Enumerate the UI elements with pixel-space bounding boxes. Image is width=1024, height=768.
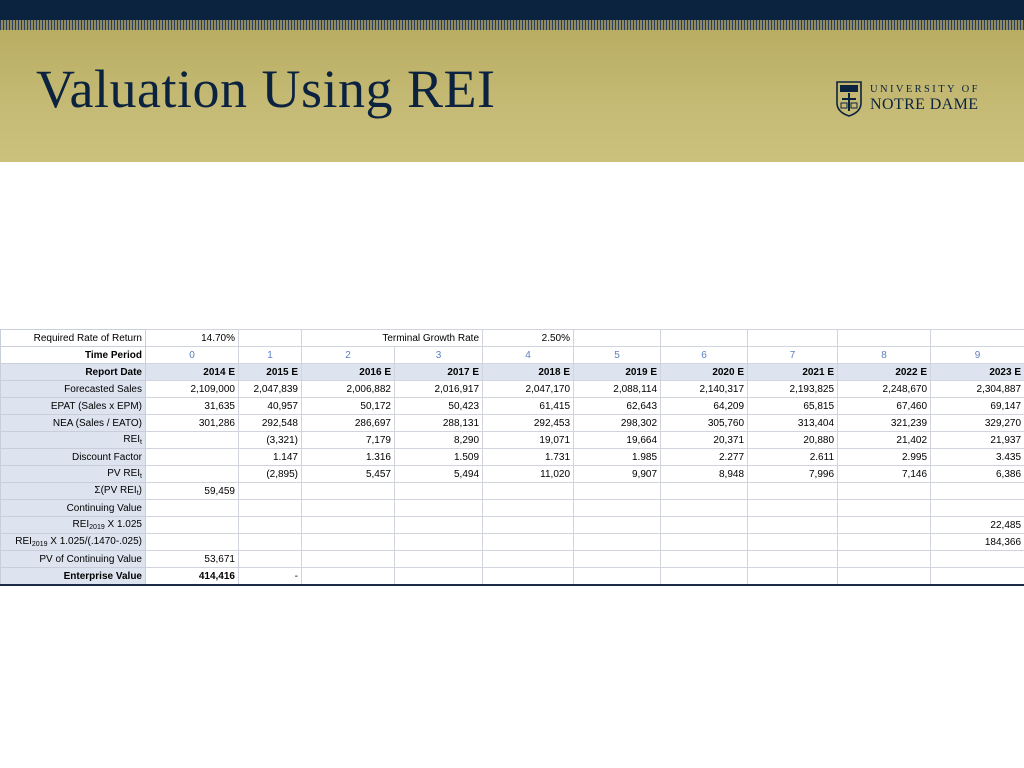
period-cell: 3 xyxy=(395,347,483,364)
year-cell: 2016 E xyxy=(302,364,395,381)
required-rate-value: 14.70% xyxy=(146,330,239,347)
epat-cell: 62,643 xyxy=(574,398,661,415)
nea-label: NEA (Sales / EATO) xyxy=(1,415,146,432)
terminal-growth-value: 2.50% xyxy=(483,330,574,347)
terminal-growth-label: Terminal Growth Rate xyxy=(302,330,483,347)
forecasted-sales-cell: 2,047,170 xyxy=(483,381,574,398)
epat-cell: 64,209 xyxy=(661,398,748,415)
rei-cell: 21,402 xyxy=(838,432,931,449)
forecasted-sales-cell: 2,248,670 xyxy=(838,381,931,398)
discount-factor-cell: 2.277 xyxy=(661,449,748,466)
pv-rei-cell: 8,948 xyxy=(661,466,748,483)
pv-rei-label: PV $REI_t$ xyxy=(1,466,146,483)
required-rate-label: Required Rate of Return xyxy=(1,330,146,347)
enterprise-value-label: Enterprise Value xyxy=(1,568,146,586)
table-row-rei xyxy=(1,432,1024,449)
table-row-pv-rei xyxy=(1,466,1024,483)
forecasted-sales-cell: 2,047,839 xyxy=(239,381,302,398)
period-cell: 2 xyxy=(302,347,395,364)
rei-cell: (3,321) xyxy=(239,432,302,449)
report-date-label: Report Date xyxy=(1,364,146,381)
year-cell: 2017 E xyxy=(395,364,483,381)
table-row-rei2019-divided xyxy=(1,534,1024,551)
table-row-discount-factor xyxy=(1,449,1024,466)
slide-title: Valuation Using REI xyxy=(36,59,496,119)
rei-cell: 20,880 xyxy=(748,432,838,449)
pv-continuing-value: 53,671 xyxy=(146,551,239,568)
nea-cell: 286,697 xyxy=(302,415,395,432)
rei2019-divided-value: 184,366 xyxy=(931,534,1024,551)
period-cell: 6 xyxy=(661,347,748,364)
enterprise-value-dash: - xyxy=(239,568,302,586)
epat-cell: 65,815 xyxy=(748,398,838,415)
rei-cell xyxy=(146,432,239,449)
pv-rei-cell: 5,457 xyxy=(302,466,395,483)
epat-label: EPAT (Sales x EPM) xyxy=(1,398,146,415)
continuing-value-label: Continuing Value xyxy=(1,500,146,517)
table-row-time-period xyxy=(1,347,1024,364)
period-cell: 1 xyxy=(239,347,302,364)
year-cell: 2018 E xyxy=(483,364,574,381)
table-row-continuing-value xyxy=(1,500,1024,517)
epat-cell: 61,415 xyxy=(483,398,574,415)
epat-cell: 31,635 xyxy=(146,398,239,415)
discount-factor-cell: 3.435 xyxy=(931,449,1024,466)
discount-factor-cell: 1.985 xyxy=(574,449,661,466)
pv-rei-cell: 5,494 xyxy=(395,466,483,483)
logo-text-line1: UNIVERSITY OF xyxy=(870,83,980,95)
pv-rei-cell: (2,895) xyxy=(239,466,302,483)
epat-cell: 40,957 xyxy=(239,398,302,415)
pv-continuing-value-label: PV of Continuing Value xyxy=(1,551,146,568)
year-cell: 2023 E xyxy=(931,364,1024,381)
rei-cell: 8,290 xyxy=(395,432,483,449)
valuation-table xyxy=(0,329,1024,586)
forecasted-sales-cell: 2,088,114 xyxy=(574,381,661,398)
epat-cell: 50,172 xyxy=(302,398,395,415)
forecasted-sales-cell: 2,193,825 xyxy=(748,381,838,398)
nea-cell: 288,131 xyxy=(395,415,483,432)
epat-cell: 50,423 xyxy=(395,398,483,415)
discount-factor-cell: 2.611 xyxy=(748,449,838,466)
table-row-pv-continuing-value xyxy=(1,551,1024,568)
nea-cell: 305,760 xyxy=(661,415,748,432)
top-navy-bar xyxy=(0,0,1024,20)
discount-factor-cell: 1.147 xyxy=(239,449,302,466)
rei2019-value: 22,485 xyxy=(931,517,1024,534)
table-row-enterprise-value xyxy=(1,568,1024,586)
year-cell: 2019 E xyxy=(574,364,661,381)
rei-cell: 7,179 xyxy=(302,432,395,449)
table-row-epat xyxy=(1,398,1024,415)
nea-cell: 329,270 xyxy=(931,415,1024,432)
nea-cell: 301,286 xyxy=(146,415,239,432)
epat-cell: 69,147 xyxy=(931,398,1024,415)
period-cell: 8 xyxy=(838,347,931,364)
forecasted-sales-cell: 2,140,317 xyxy=(661,381,748,398)
table-row-report-date xyxy=(1,364,1024,381)
discount-factor-label: Discount Factor xyxy=(1,449,146,466)
forecasted-sales-cell: 2,016,917 xyxy=(395,381,483,398)
nea-cell: 292,453 xyxy=(483,415,574,432)
rei-cell: 19,664 xyxy=(574,432,661,449)
discount-factor-cell: 2.995 xyxy=(838,449,931,466)
discount-factor-cell: 1.316 xyxy=(302,449,395,466)
nea-cell: 321,239 xyxy=(838,415,931,432)
pv-rei-cell: 11,020 xyxy=(483,466,574,483)
pinstripe-band xyxy=(0,20,1024,30)
logo-text-line2: NOTRE DAME xyxy=(870,96,979,114)
rei-cell: 20,371 xyxy=(661,432,748,449)
period-cell: 0 xyxy=(146,347,239,364)
period-cell: 9 xyxy=(931,347,1024,364)
pv-rei-cell xyxy=(146,466,239,483)
university-seal-icon xyxy=(836,81,862,117)
year-cell: 2015 E xyxy=(239,364,302,381)
notre-dame-logo xyxy=(836,80,980,118)
rei-cell: 19,071 xyxy=(483,432,574,449)
year-cell: 2014 E xyxy=(146,364,239,381)
year-cell: 2020 E xyxy=(661,364,748,381)
pv-rei-cell: 9,907 xyxy=(574,466,661,483)
forecasted-sales-label: Forecasted Sales xyxy=(1,381,146,398)
discount-factor-cell: 1.509 xyxy=(395,449,483,466)
period-cell: 5 xyxy=(574,347,661,364)
table-row-forecasted-sales xyxy=(1,381,1024,398)
table-row-sum-pv-rei xyxy=(1,483,1024,500)
rei2019-divided-label: $REI_{2019}$ X 1.025/(.1470-.025) xyxy=(1,534,146,551)
forecasted-sales-cell: 2,006,882 xyxy=(302,381,395,398)
period-cell: 7 xyxy=(748,347,838,364)
pv-rei-cell: 7,146 xyxy=(838,466,931,483)
sum-pv-rei-value: 59,459 xyxy=(146,483,239,500)
rei-cell: 21,937 xyxy=(931,432,1024,449)
forecasted-sales-cell: 2,109,000 xyxy=(146,381,239,398)
table-row-nea xyxy=(1,415,1024,432)
discount-factor-cell: 1.731 xyxy=(483,449,574,466)
pv-rei-cell: 6,386 xyxy=(931,466,1024,483)
time-period-label: Time Period xyxy=(1,347,146,364)
nea-cell: 292,548 xyxy=(239,415,302,432)
sum-pv-rei-label: Σ(PV $REI_t$) xyxy=(1,483,146,500)
nea-cell: 298,302 xyxy=(574,415,661,432)
year-cell: 2022 E xyxy=(838,364,931,381)
rei-label: $REI_t$ xyxy=(1,432,146,449)
year-cell: 2021 E xyxy=(748,364,838,381)
rei2019-label: $REI_{2019}$ X 1.025 xyxy=(1,517,146,534)
table-row-rei2019 xyxy=(1,517,1024,534)
discount-factor-cell xyxy=(146,449,239,466)
epat-cell: 67,460 xyxy=(838,398,931,415)
enterprise-value: 414,416 xyxy=(146,568,239,586)
period-cell: 4 xyxy=(483,347,574,364)
nea-cell: 313,404 xyxy=(748,415,838,432)
forecasted-sales-cell: 2,304,887 xyxy=(931,381,1024,398)
table-row-required-rate xyxy=(1,330,1024,347)
pv-rei-cell: 7,996 xyxy=(748,466,838,483)
